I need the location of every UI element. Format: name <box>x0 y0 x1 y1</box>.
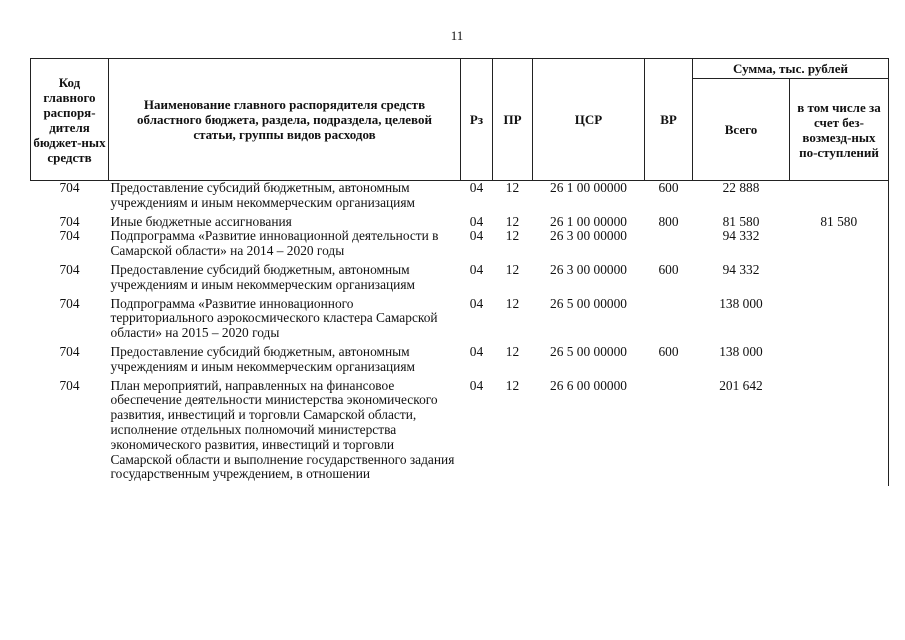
cell-csr: 26 1 00 00000 <box>550 213 627 229</box>
cell-pr: 12 <box>505 295 520 311</box>
cell-vr <box>645 229 693 263</box>
table-row <box>31 263 889 297</box>
cell-name: Предоставление субсидий бюджетным, автономным учреждениям и иным некоммерческим организациям <box>110 180 415 210</box>
cell-pr: 12 <box>505 377 520 393</box>
cell-total: 138 000 <box>719 295 763 311</box>
cell-vr: 600 <box>658 343 679 359</box>
cell-rz: 04 <box>469 213 484 229</box>
cell-including <box>790 297 889 345</box>
cell-pr: 12 <box>505 261 520 277</box>
cell-including <box>790 263 889 297</box>
cell-vr: 800 <box>658 213 679 229</box>
header-vr: ВР <box>645 59 693 181</box>
budget-table <box>30 58 889 486</box>
cell-total: 22 888 <box>722 180 760 195</box>
cell-pr: 12 <box>505 213 520 229</box>
cell-name: Предоставление субсидий бюджетным, автономным учреждениям и иным некоммерческим организациям <box>110 261 415 292</box>
table-body <box>31 181 889 487</box>
header-csr: ЦСР <box>533 59 645 181</box>
page-number: 11 <box>450 28 464 43</box>
cell-rz: 04 <box>469 377 484 393</box>
header-pr: ПР <box>493 59 533 181</box>
cell-rz: 04 <box>469 295 484 311</box>
cell-pr: 12 <box>505 343 520 359</box>
cell-code: 704 <box>59 213 80 229</box>
cell-csr: 26 5 00 00000 <box>550 343 627 359</box>
cell-including: 81 580 <box>790 215 889 230</box>
header-total: Всего <box>693 79 790 181</box>
cell-rz: 04 <box>469 180 484 195</box>
cell-including <box>790 181 889 215</box>
table-header <box>31 59 889 181</box>
cell-vr: 600 <box>658 261 679 277</box>
cell-name: Предоставление субсидий бюджетным, автономным учреждениям и иным некоммерческим организациям <box>110 343 415 374</box>
cell-code: 704 <box>59 295 80 311</box>
cell-name: План мероприятий, направленных на финансовое обеспечение деятельности министерства экономического развития, инвестиций и торговли Самарской области, исполнение отдельных полномочий министерства экономического развития, инвестиций и торговли Самарской области и выполнение государственного задания государственным учреждением, в отношении <box>110 377 455 482</box>
cell-rz: 04 <box>469 343 484 359</box>
cell-csr: 26 1 00 00000 <box>550 180 627 195</box>
cell-vr <box>645 297 693 345</box>
table-row <box>31 215 889 230</box>
cell-pr: 12 <box>505 180 520 195</box>
cell-csr: 26 3 00 00000 <box>550 228 627 244</box>
header-code: Код главного распоря-дителя бюджет-ных средств <box>31 59 109 181</box>
table-row <box>31 297 889 345</box>
cell-including <box>790 229 889 263</box>
cell-code: 704 <box>59 261 80 277</box>
cell-code: 704 <box>59 180 80 195</box>
table-row <box>31 345 889 379</box>
cell-name: Подпрограмма «Развитие инновационной деятельности в Самарской области» на 2014 – 2020 годы <box>110 228 439 259</box>
cell-vr: 600 <box>658 180 679 195</box>
cell-code: 704 <box>59 343 80 359</box>
header-rz: Рз <box>461 59 493 181</box>
cell-vr <box>645 379 693 487</box>
cell-csr: 26 5 00 00000 <box>550 295 627 311</box>
cell-csr: 26 6 00 00000 <box>550 377 627 393</box>
cell-code: 704 <box>59 377 80 393</box>
cell-name: Иные бюджетные ассигнования <box>110 213 292 229</box>
cell-total: 138 000 <box>719 343 763 359</box>
table-row <box>31 181 889 215</box>
cell-csr: 26 3 00 00000 <box>550 261 627 277</box>
cell-rz: 04 <box>469 228 484 244</box>
cell-total: 94 332 <box>722 228 760 244</box>
cell-total: 201 642 <box>719 377 763 393</box>
table-row <box>31 379 889 487</box>
header-including: в том числе за счет без-возмезд-ных по-ступлений <box>790 79 889 181</box>
cell-total: 94 332 <box>722 261 760 277</box>
cell-including <box>790 345 889 379</box>
header-name: Наименование главного распорядителя средств областного бюджета, раздела, подраздела, целевой статьи, группы видов расходов <box>109 59 461 181</box>
table-row <box>31 229 889 263</box>
cell-code: 704 <box>59 228 80 244</box>
cell-total: 81 580 <box>722 213 760 229</box>
cell-including <box>790 379 889 487</box>
header-sum-group: Сумма, тыс. рублей <box>693 59 889 79</box>
cell-name: Подпрограмма «Развитие инновационного территориального аэрокосмического кластера Самарской области» на 2015 – 2020 годы <box>110 295 438 341</box>
cell-pr: 12 <box>505 228 520 244</box>
cell-rz: 04 <box>469 261 484 277</box>
